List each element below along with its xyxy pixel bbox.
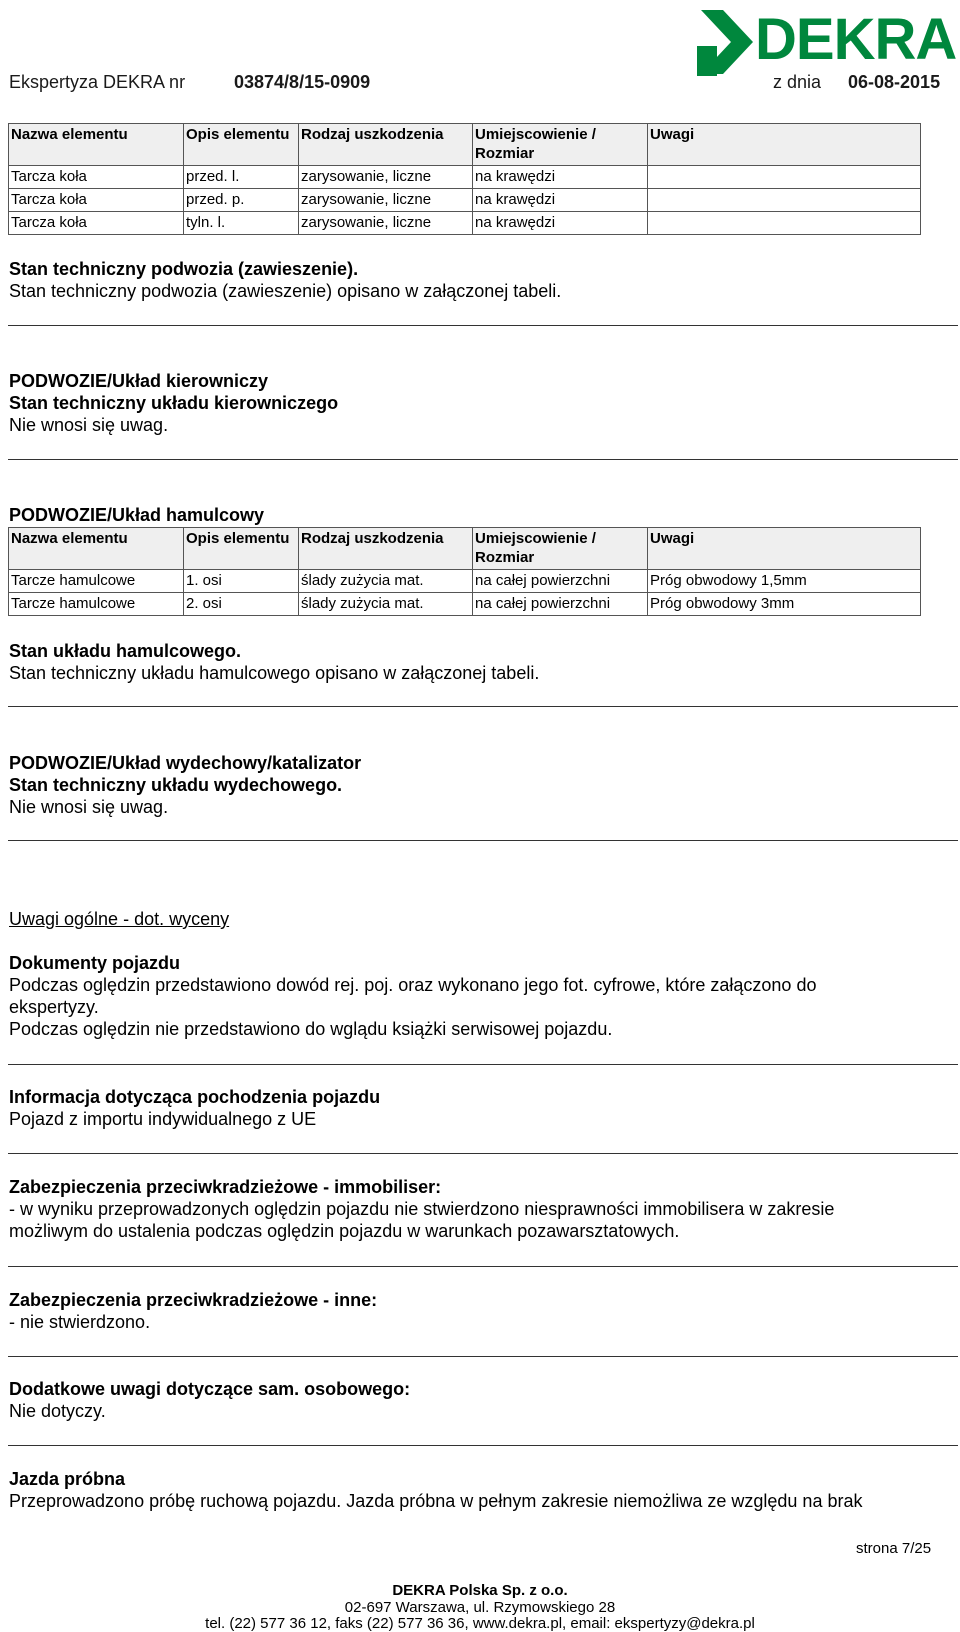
divider xyxy=(8,706,958,707)
table-header-row xyxy=(9,124,921,166)
cell: Tarcza koła xyxy=(9,212,184,235)
cell: 1. osi xyxy=(184,570,299,593)
cell: 2. osi xyxy=(184,593,299,616)
cell: na krawędzi xyxy=(473,166,648,189)
brakes-table xyxy=(8,527,921,616)
divider xyxy=(8,1356,958,1357)
cell: przed. l. xyxy=(184,166,299,189)
cell xyxy=(648,212,921,235)
cell: Próg obwodowy 1,5mm xyxy=(648,570,921,593)
general-remarks-title: Uwagi ogólne - dot. wyceny xyxy=(9,909,230,929)
brakes-state-text: Stan techniczny układu hamulcowego opisano w załączonej tabeli. xyxy=(9,663,540,683)
steering-subheading: Stan techniczny układu kierowniczego xyxy=(9,393,339,413)
brakes-heading: PODWOZIE/Układ hamulcowy xyxy=(9,505,265,525)
test-drive-heading: Jazda próbna xyxy=(9,1469,126,1489)
page-value: 7/25 xyxy=(901,1540,932,1557)
report-label: Ekspertyza DEKRA nr xyxy=(9,72,186,92)
cell: Tarcza koła xyxy=(9,166,184,189)
divider xyxy=(8,325,958,326)
documents-line: Podczas oględzin przedstawiono dowód rej. poj. oraz wykonano jego fot. cyfrowe, które załączono do xyxy=(9,975,817,995)
steering-text: Nie wnosi się uwag. xyxy=(9,415,169,435)
dekra-logo xyxy=(697,4,957,80)
suspension-heading: Stan techniczny podwozia (zawieszenie). xyxy=(9,259,359,279)
cell: Tarcza koła xyxy=(9,189,184,212)
test-drive-text: Przeprowadzono próbę ruchową pojazdu. Jazda próbna w pełnym zakresie niemożliwa ze względu na brak xyxy=(9,1491,863,1511)
cell xyxy=(648,189,921,212)
col-header-location: Umiejscowienie / Rozmiar xyxy=(473,124,648,166)
cell: ślady zużycia mat. xyxy=(299,593,473,616)
col-header-damage: Rodzaj uszkodzenia xyxy=(299,124,473,166)
cell: zarysowanie, liczne xyxy=(299,189,473,212)
origin-text: Pojazd z importu indywidualnego z UE xyxy=(9,1109,317,1129)
col-header-name: Nazwa elementu xyxy=(9,528,184,570)
documents-line: ekspertyzy. xyxy=(9,997,99,1017)
date-label: z dnia xyxy=(773,72,822,92)
footer-company: DEKRA Polska Sp. z o.o. xyxy=(392,1582,568,1599)
cell: przed. p. xyxy=(184,189,299,212)
cell: zarysowanie, liczne xyxy=(299,212,473,235)
cell: Tarcze hamulcowe xyxy=(9,593,184,616)
table-row xyxy=(9,212,921,235)
table-row xyxy=(9,189,921,212)
table-row xyxy=(9,166,921,189)
footer-contact: tel. (22) 577 36 12, faks (22) 577 36 36, www.dekra.pl, email: ekspertyzy@dekra.pl xyxy=(205,1615,755,1632)
dekra-logo-mark-icon xyxy=(697,6,757,78)
cell: ślady zużycia mat. xyxy=(299,570,473,593)
origin-heading: Informacja dotycząca pochodzenia pojazdu xyxy=(9,1087,381,1107)
divider xyxy=(8,1064,958,1065)
col-header-name: Nazwa elementu xyxy=(9,124,184,166)
steering-heading: PODWOZIE/Układ kierowniczy xyxy=(9,371,269,391)
damage-table xyxy=(8,123,921,235)
exhaust-text: Nie wnosi się uwag. xyxy=(9,797,169,817)
col-header-notes: Uwagi xyxy=(648,124,921,166)
table-header-row xyxy=(9,528,921,570)
divider xyxy=(8,1266,958,1267)
col-header-desc: Opis elementu xyxy=(184,528,299,570)
brakes-state-heading: Stan układu hamulcowego. xyxy=(9,641,242,661)
col-header-damage: Rodzaj uszkodzenia xyxy=(299,528,473,570)
cell: na całej powierzchni xyxy=(473,570,648,593)
other-security-text: - nie stwierdzono. xyxy=(9,1312,151,1332)
page-label: strona xyxy=(856,1540,898,1557)
col-header-notes: Uwagi xyxy=(648,528,921,570)
immobiliser-heading: Zabezpieczenia przeciwkradzieżowe - immobiliser: xyxy=(9,1177,442,1197)
extra-notes-heading: Dodatkowe uwagi dotyczące sam. osobowego: xyxy=(9,1379,411,1399)
extra-notes-text: Nie dotyczy. xyxy=(9,1401,106,1421)
documents-heading: Dokumenty pojazdu xyxy=(9,953,181,973)
table-row xyxy=(9,570,921,593)
cell: tyln. l. xyxy=(184,212,299,235)
report-number: 03874/8/15-0909 xyxy=(234,72,371,92)
table-row xyxy=(9,593,921,616)
immobiliser-line: - w wyniku przeprowadzonych oględzin pojazdu nie stwierdzono niesprawności immobilisera w zakresie xyxy=(9,1199,835,1219)
report-date: 06-08-2015 xyxy=(848,72,941,92)
divider xyxy=(8,1445,958,1446)
cell xyxy=(648,166,921,189)
exhaust-subheading: Stan techniczny układu wydechowego. xyxy=(9,775,343,795)
cell: na krawędzi xyxy=(473,189,648,212)
other-security-heading: Zabezpieczenia przeciwkradzieżowe - inne: xyxy=(9,1290,378,1310)
cell: Próg obwodowy 3mm xyxy=(648,593,921,616)
cell: zarysowanie, liczne xyxy=(299,166,473,189)
divider xyxy=(8,840,958,841)
divider xyxy=(8,1153,958,1154)
cell: na krawędzi xyxy=(473,212,648,235)
suspension-text: Stan techniczny podwozia (zawieszenie) opisano w załączonej tabeli. xyxy=(9,281,562,301)
dekra-logo-text: DEKRA xyxy=(755,7,957,72)
col-header-location: Umiejscowienie / Rozmiar xyxy=(473,528,648,570)
exhaust-heading: PODWOZIE/Układ wydechowy/katalizator xyxy=(9,753,362,773)
col-header-desc: Opis elementu xyxy=(184,124,299,166)
divider xyxy=(8,459,958,460)
cell: na całej powierzchni xyxy=(473,593,648,616)
footer-address: 02-697 Warszawa, ul. Rzymowskiego 28 xyxy=(344,1599,616,1616)
immobiliser-line: możliwym do ustalenia podczas oględzin pojazdu w warunkach pozawarsztatowych. xyxy=(9,1221,680,1241)
cell: Tarcze hamulcowe xyxy=(9,570,184,593)
documents-line: Podczas oględzin nie przedstawiono do wglądu książki serwisowej pojazdu. xyxy=(9,1019,613,1039)
page-number xyxy=(856,1540,931,1557)
